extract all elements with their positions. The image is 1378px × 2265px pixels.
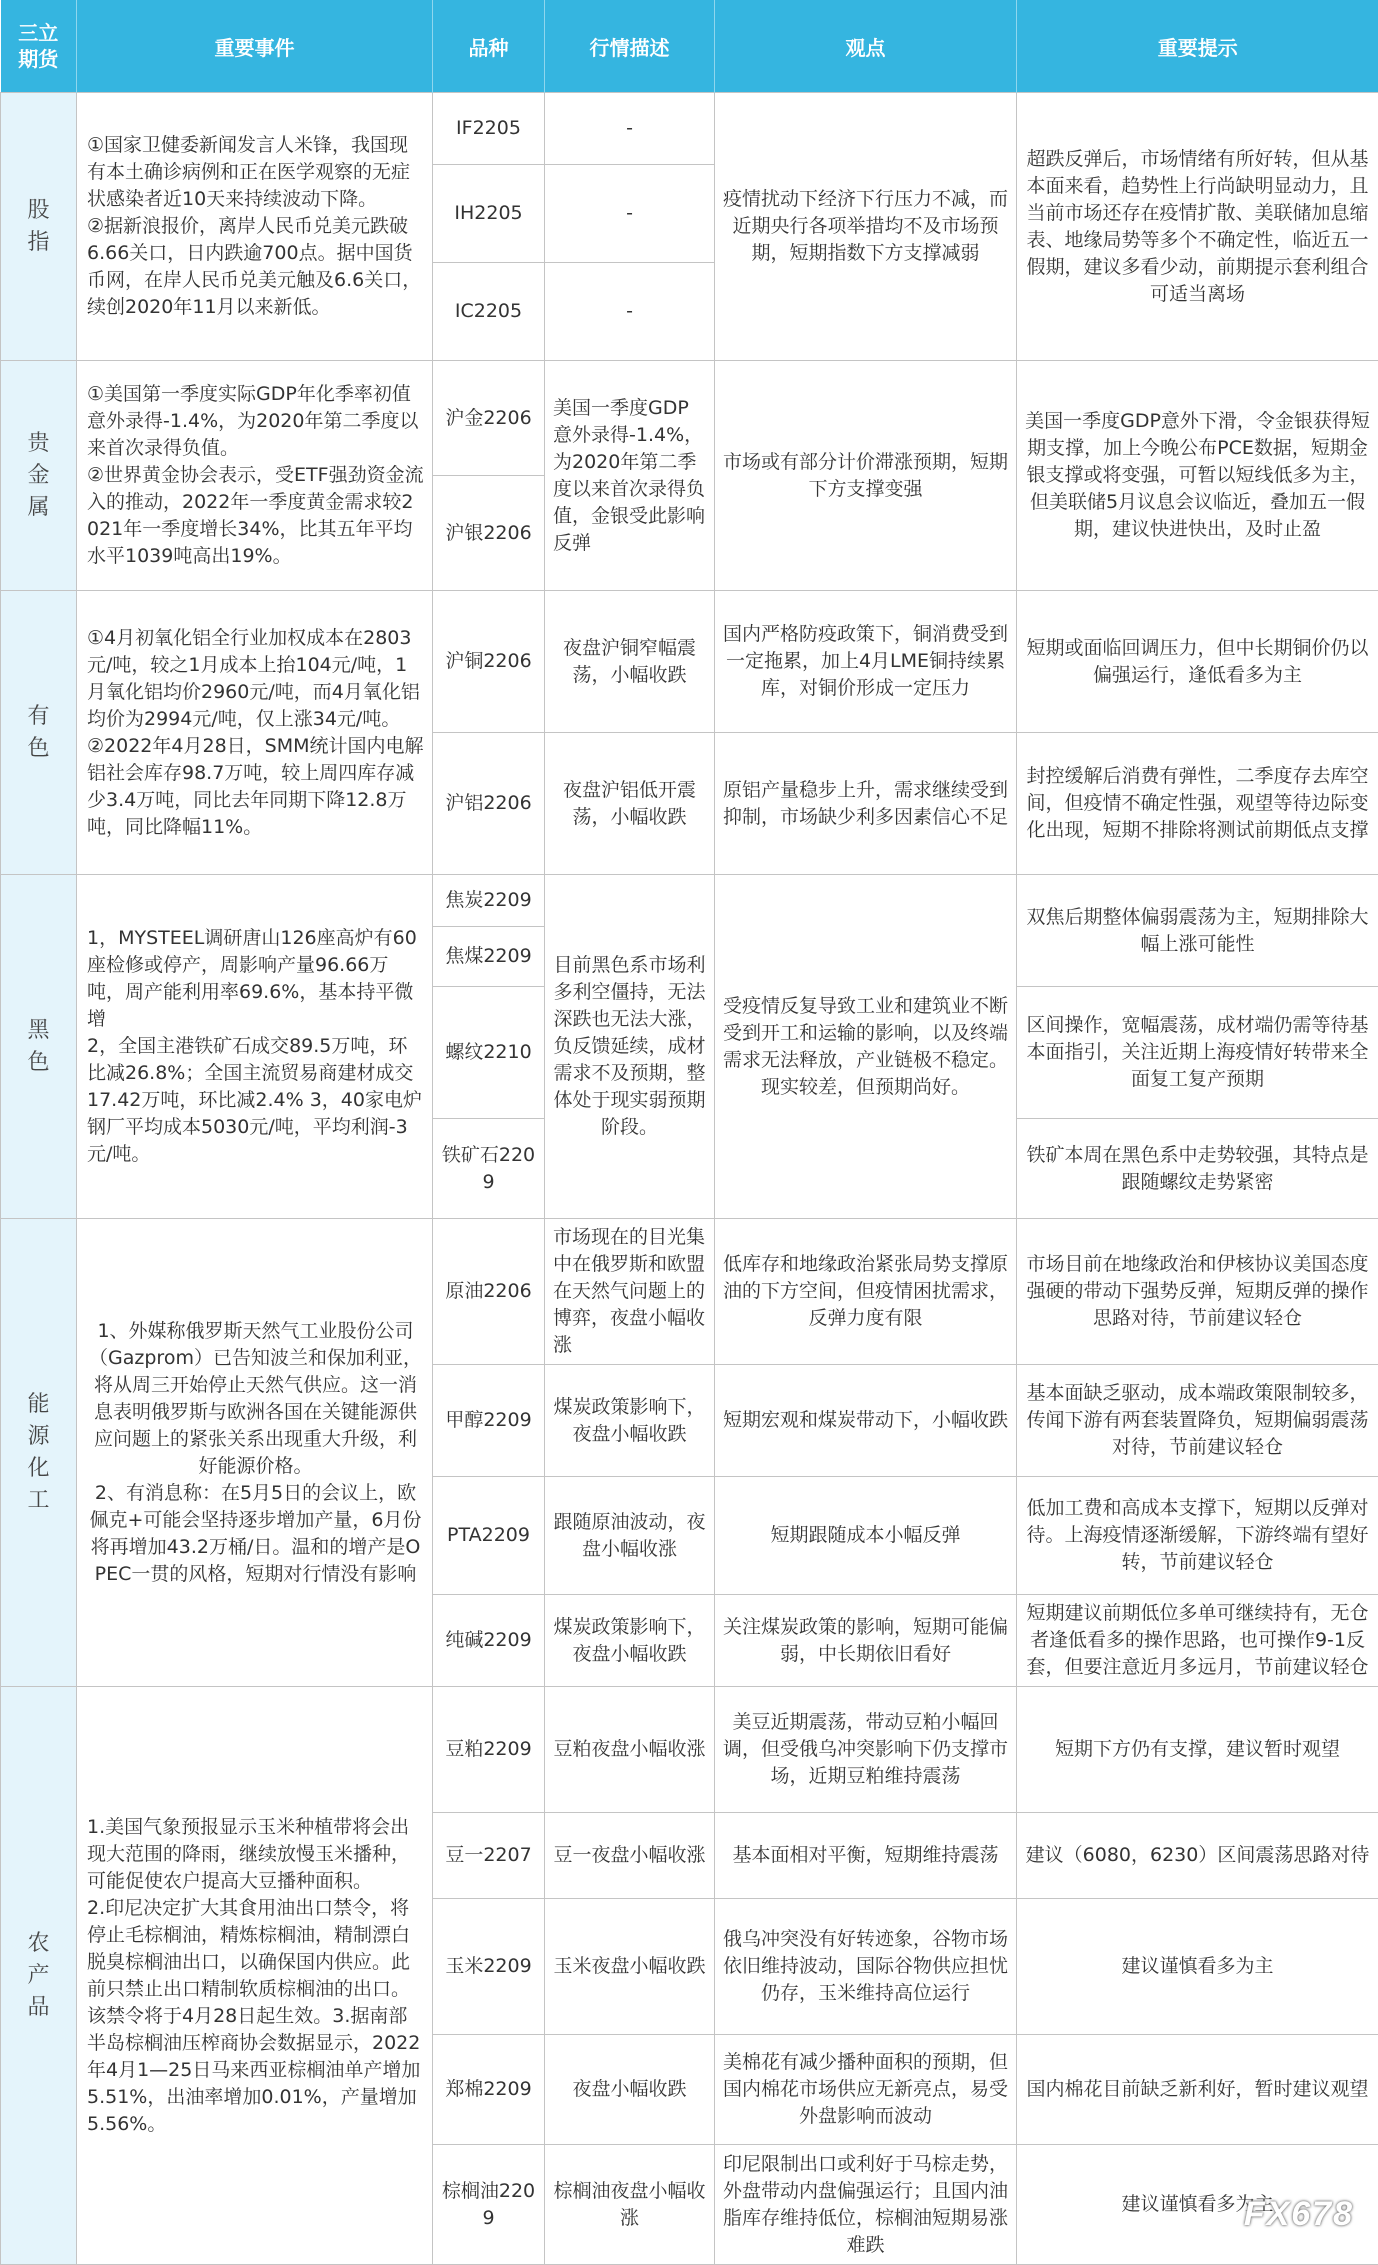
view-text: 原铝产量稳步上升，需求继续受到抑制，市场缺少利多因素信心不足 — [715, 733, 1017, 875]
tip-text: 超跌反弹后，市场情绪有所好转，但从基本面来看，趋势性上行尚缺明显动力，且当前市场还存在疫情扩散、美联储加息缩表、地缘局势等多个不确定性，临近五一假期，建议多看少动，前期提示套利组合可适当离场 — [1017, 93, 1378, 361]
view-text: 疫情扰动下经济下行压力不减，而近期央行各项举措均不及市场预期，短期指数下方支撑减弱 — [715, 93, 1017, 361]
product-name: 玉米2209 — [433, 1899, 545, 2035]
market-desc: 豆粕夜盘小幅收涨 — [545, 1687, 715, 1813]
tip-text: 建议谨慎看多为主 — [1017, 1899, 1378, 2035]
event-text: 1.美国气象预报显示玉米种植带将会出现大范围的降雨，继续放慢玉米播种，可能促使农户提高大豆播种面积。 2.印尼决定扩大其食用油出口禁令，将停止毛棕榈油，精炼棕榈油，精制漂白脱臭棕榈油出口，以确保国内供应。此前只禁止出口精制软质棕榈油的出口。该禁令将于4月28日起生效。3.据南部半岛棕榈油压榨商协会数据显示，2022年4月1—25日马来西亚棕榈油单产增加5.51%，出油率增加0.01%，产量增加5.56%。 — [77, 1687, 433, 2265]
view-text: 低库存和地缘政治紧张局势支撑原油的下方空间，但疫情困扰需求，反弹力度有限 — [715, 1219, 1017, 1365]
market-desc: 煤炭政策影响下，夜盘小幅收跌 — [545, 1595, 715, 1687]
view-text: 美棉花有减少播种面积的预期，但国内棉花市场供应无新亮点，易受外盘影响而波动 — [715, 2035, 1017, 2145]
tip-text: 双焦后期整体偏弱震荡为主，短期排除大幅上涨可能性 — [1017, 875, 1378, 987]
product-name: 铁矿石2209 — [433, 1119, 545, 1219]
table-row — [1, 93, 1378, 165]
tip-text: 基本面缺乏驱动，成本端政策限制较多，传闻下游有两套装置降负，短期偏弱震荡对待，节前建议轻仓 — [1017, 1365, 1378, 1477]
tip-text: 封控缓解后消费有弹性，二季度存去库空间，但疫情不确定性强，观望等待边际变化出现，短期不排除将测试前期低点支撑 — [1017, 733, 1378, 875]
product-name: 纯碱2209 — [433, 1595, 545, 1687]
tip-text: 国内棉花目前缺乏新利好，暂时建议观望 — [1017, 2035, 1378, 2145]
product-name: 螺纹2210 — [433, 987, 545, 1119]
market-desc: 目前黑色系市场利多利空僵持，无法深跌也无法大涨，负反馈延续，成材需求不及预期，整体处于现实弱预期阶段。 — [545, 875, 715, 1219]
market-desc: 跟随原油波动，夜盘小幅收涨 — [545, 1477, 715, 1595]
table-row — [1, 875, 1378, 927]
header-product: 品种 — [433, 0, 545, 93]
sector-label: 能 源 化 工 — [1, 1219, 77, 1687]
header-market-desc: 行情描述 — [545, 0, 715, 93]
event-text: ①美国第一季度实际GDP年化季率初值意外录得-1.4%，为2020年第二季度以来首次录得负值。 ②世界黄金协会表示，受ETF强劲资金流入的推动，2022年一季度黄金需求较2021年一季度增长34%，比其五年平均水平1039吨高出19%。 — [77, 361, 433, 591]
product-name: IH2205 — [433, 165, 545, 263]
header-events: 重要事件 — [77, 0, 433, 93]
view-text: 关注煤炭政策的影响，短期可能偏弱，中长期依旧看好 — [715, 1595, 1017, 1687]
tip-text: 市场目前在地缘政治和伊核协议美国态度强硬的带动下强势反弹，短期反弹的操作思路对待，节前建议轻仓 — [1017, 1219, 1378, 1365]
market-desc: - — [545, 165, 715, 263]
header-view: 观点 — [715, 0, 1017, 93]
market-desc: 煤炭政策影响下，夜盘小幅收跌 — [545, 1365, 715, 1477]
product-name: PTA2209 — [433, 1477, 545, 1595]
product-name: 豆一2207 — [433, 1813, 545, 1899]
product-name: 沪金2206 — [433, 361, 545, 476]
watermark-logo: FX678 — [1244, 2195, 1354, 2234]
market-desc: 夜盘沪铜窄幅震荡，小幅收跌 — [545, 591, 715, 733]
product-name: 沪铝2206 — [433, 733, 545, 875]
view-text: 国内严格防疫政策下，铜消费受到一定拖累，加上4月LME铜持续累库，对铜价形成一定压力 — [715, 591, 1017, 733]
tip-text: 低加工费和高成本支撑下，短期以反弹对待。上海疫情逐渐缓解，下游终端有望好转，节前建议轻仓 — [1017, 1477, 1378, 1595]
tip-text: 美国一季度GDP意外下滑，令金银获得短期支撑，加上今晚公布PCE数据，短期金银支撑或将变强，可暂以短线低多为主，但美联储5月议息会议临近，叠加五一假期，建议快进快出，及时止盈 — [1017, 361, 1378, 591]
header-row — [1, 0, 1378, 93]
view-text: 短期跟随成本小幅反弹 — [715, 1477, 1017, 1595]
sector-label: 有 色 — [1, 591, 77, 875]
tip-text: 铁矿本周在黑色系中走势较强，其特点是跟随螺纹走势紧密 — [1017, 1119, 1378, 1219]
view-text: 俄乌冲突没有好转迹象，谷物市场依旧维持波动，国际谷物供应担忧仍存，玉米维持高位运行 — [715, 1899, 1017, 2035]
product-name: 郑棉2209 — [433, 2035, 545, 2145]
market-desc: 夜盘沪铝低开震荡，小幅收跌 — [545, 733, 715, 875]
product-name: IF2205 — [433, 93, 545, 165]
tip-text: 短期建议前期低位多单可继续持有，无仓者逢低看多的操作思路，也可操作9-1反套，但要注意近月多远月，节前建议轻仓 — [1017, 1595, 1378, 1687]
tip-text: 区间操作，宽幅震荡，成材端仍需等待基本面指引，关注近期上海疫情好转带来全面复工复产预期 — [1017, 987, 1378, 1119]
view-text: 基本面相对平衡，短期维持震荡 — [715, 1813, 1017, 1899]
market-desc: 市场现在的目光集中在俄罗斯和欧盟在天然气问题上的博弈，夜盘小幅收涨 — [545, 1219, 715, 1365]
table-row — [1, 361, 1378, 476]
event-text: 1、外媒称俄罗斯天然气工业股份公司（Gazprom）已告知波兰和保加利亚，将从周三开始停止天然气供应。这一消息表明俄罗斯与欧洲各国在关键能源供应问题上的紧张关系出现重大升级，利好能源价格。 2、有消息称：在5月5日的会议上，欧佩克+可能会坚持逐步增加产量，6月份将再增加43.2万桶/日。温和的增产是OPEC一贯的风格，短期对行情没有影响 — [77, 1219, 433, 1687]
market-desc: 玉米夜盘小幅收跌 — [545, 1899, 715, 2035]
sector-label: 农 产 品 — [1, 1687, 77, 2265]
tip-text: 建议谨慎看多为主 — [1017, 2145, 1378, 2265]
event-text: ①国家卫健委新闻发言人米锋，我国现有本土确诊病例和正在医学观察的无症状感染者近10天来持续波动下降。 ②据新浪报价，离岸人民币兑美元跌破6.66关口，日内跌逾700点。据中国货币网，在岸人民币兑美元触及6.6关口，续创2020年11月以来新低。 — [77, 93, 433, 361]
table-row — [1, 1687, 1378, 1813]
product-name: 豆粕2209 — [433, 1687, 545, 1813]
view-text: 受疫情反复导致工业和建筑业不断受到开工和运输的影响，以及终端需求无法释放，产业链极不稳定。现实较差，但预期尚好。 — [715, 875, 1017, 1219]
market-desc: - — [545, 263, 715, 361]
sector-label: 贵 金 属 — [1, 361, 77, 591]
event-text: ①4月初氧化铝全行业加权成本在2803元/吨，较之1月成本上抬104元/吨，1月氧化铝均价2960元/吨，而4月氧化铝均价为2994元/吨，仅上涨34元/吨。 ②2022年4月28日，SMM统计国内电解铝社会库存98.7万吨，较上周四库存减少3.4万吨，同比去年同期下降12.8万吨，同比降幅11%。 — [77, 591, 433, 875]
market-desc: 夜盘小幅收跌 — [545, 2035, 715, 2145]
view-text: 短期宏观和煤炭带动下，小幅收跌 — [715, 1365, 1017, 1477]
market-desc: 豆一夜盘小幅收涨 — [545, 1813, 715, 1899]
sector-label: 黑 色 — [1, 875, 77, 1219]
table-row — [1, 1219, 1378, 1365]
market-desc: 棕榈油夜盘小幅收涨 — [545, 2145, 715, 2265]
product-name: 沪铜2206 — [433, 591, 545, 733]
market-desc: - — [545, 93, 715, 165]
product-name: 棕榈油2209 — [433, 2145, 545, 2265]
view-text: 印尼限制出口或利好于马棕走势，外盘带动内盘偏强运行；且国内油脂库存维持低位，棕榈油短期易涨难跌 — [715, 2145, 1017, 2265]
product-name: 原油2206 — [433, 1219, 545, 1365]
view-text: 美豆近期震荡，带动豆粕小幅回调，但受俄乌冲突影响下仍支撑市场，近期豆粕维持震荡 — [715, 1687, 1017, 1813]
sector-label: 股 指 — [1, 93, 77, 361]
tip-text: 建议（6080，6230）区间震荡思路对待 — [1017, 1813, 1378, 1899]
table-row — [1, 591, 1378, 733]
tip-text: 短期下方仍有支撑，建议暂时观望 — [1017, 1687, 1378, 1813]
market-desc: 美国一季度GDP意外录得-1.4%，为2020年第二季度以来首次录得负值，金银受此影响反弹 — [545, 361, 715, 591]
product-name: 沪银2206 — [433, 476, 545, 591]
product-name: IC2205 — [433, 263, 545, 361]
tip-text: 短期或面临回调压力，但中长期铜价仍以偏强运行，逢低看多为主 — [1017, 591, 1378, 733]
product-name: 焦炭2209 — [433, 875, 545, 927]
header-company: 三立 期货 — [1, 0, 77, 93]
product-name: 焦煤2209 — [433, 927, 545, 987]
product-name: 甲醇2209 — [433, 1365, 545, 1477]
header-tips: 重要提示 — [1017, 0, 1378, 93]
event-text: 1，MYSTEEL调研唐山126座高炉有60座检修或停产，周影响产量96.66万吨，周产能利用率69.6%，基本持平微增 2，全国主港铁矿石成交89.5万吨，环比减26.8%；全国主流贸易商建材成交17.42万吨，环比减2.4% 3，40家电炉钢厂平均成本5030元/吨，平均利润-3元/吨。 — [77, 875, 433, 1219]
view-text: 市场或有部分计价滞涨预期，短期下方支撑变强 — [715, 361, 1017, 591]
